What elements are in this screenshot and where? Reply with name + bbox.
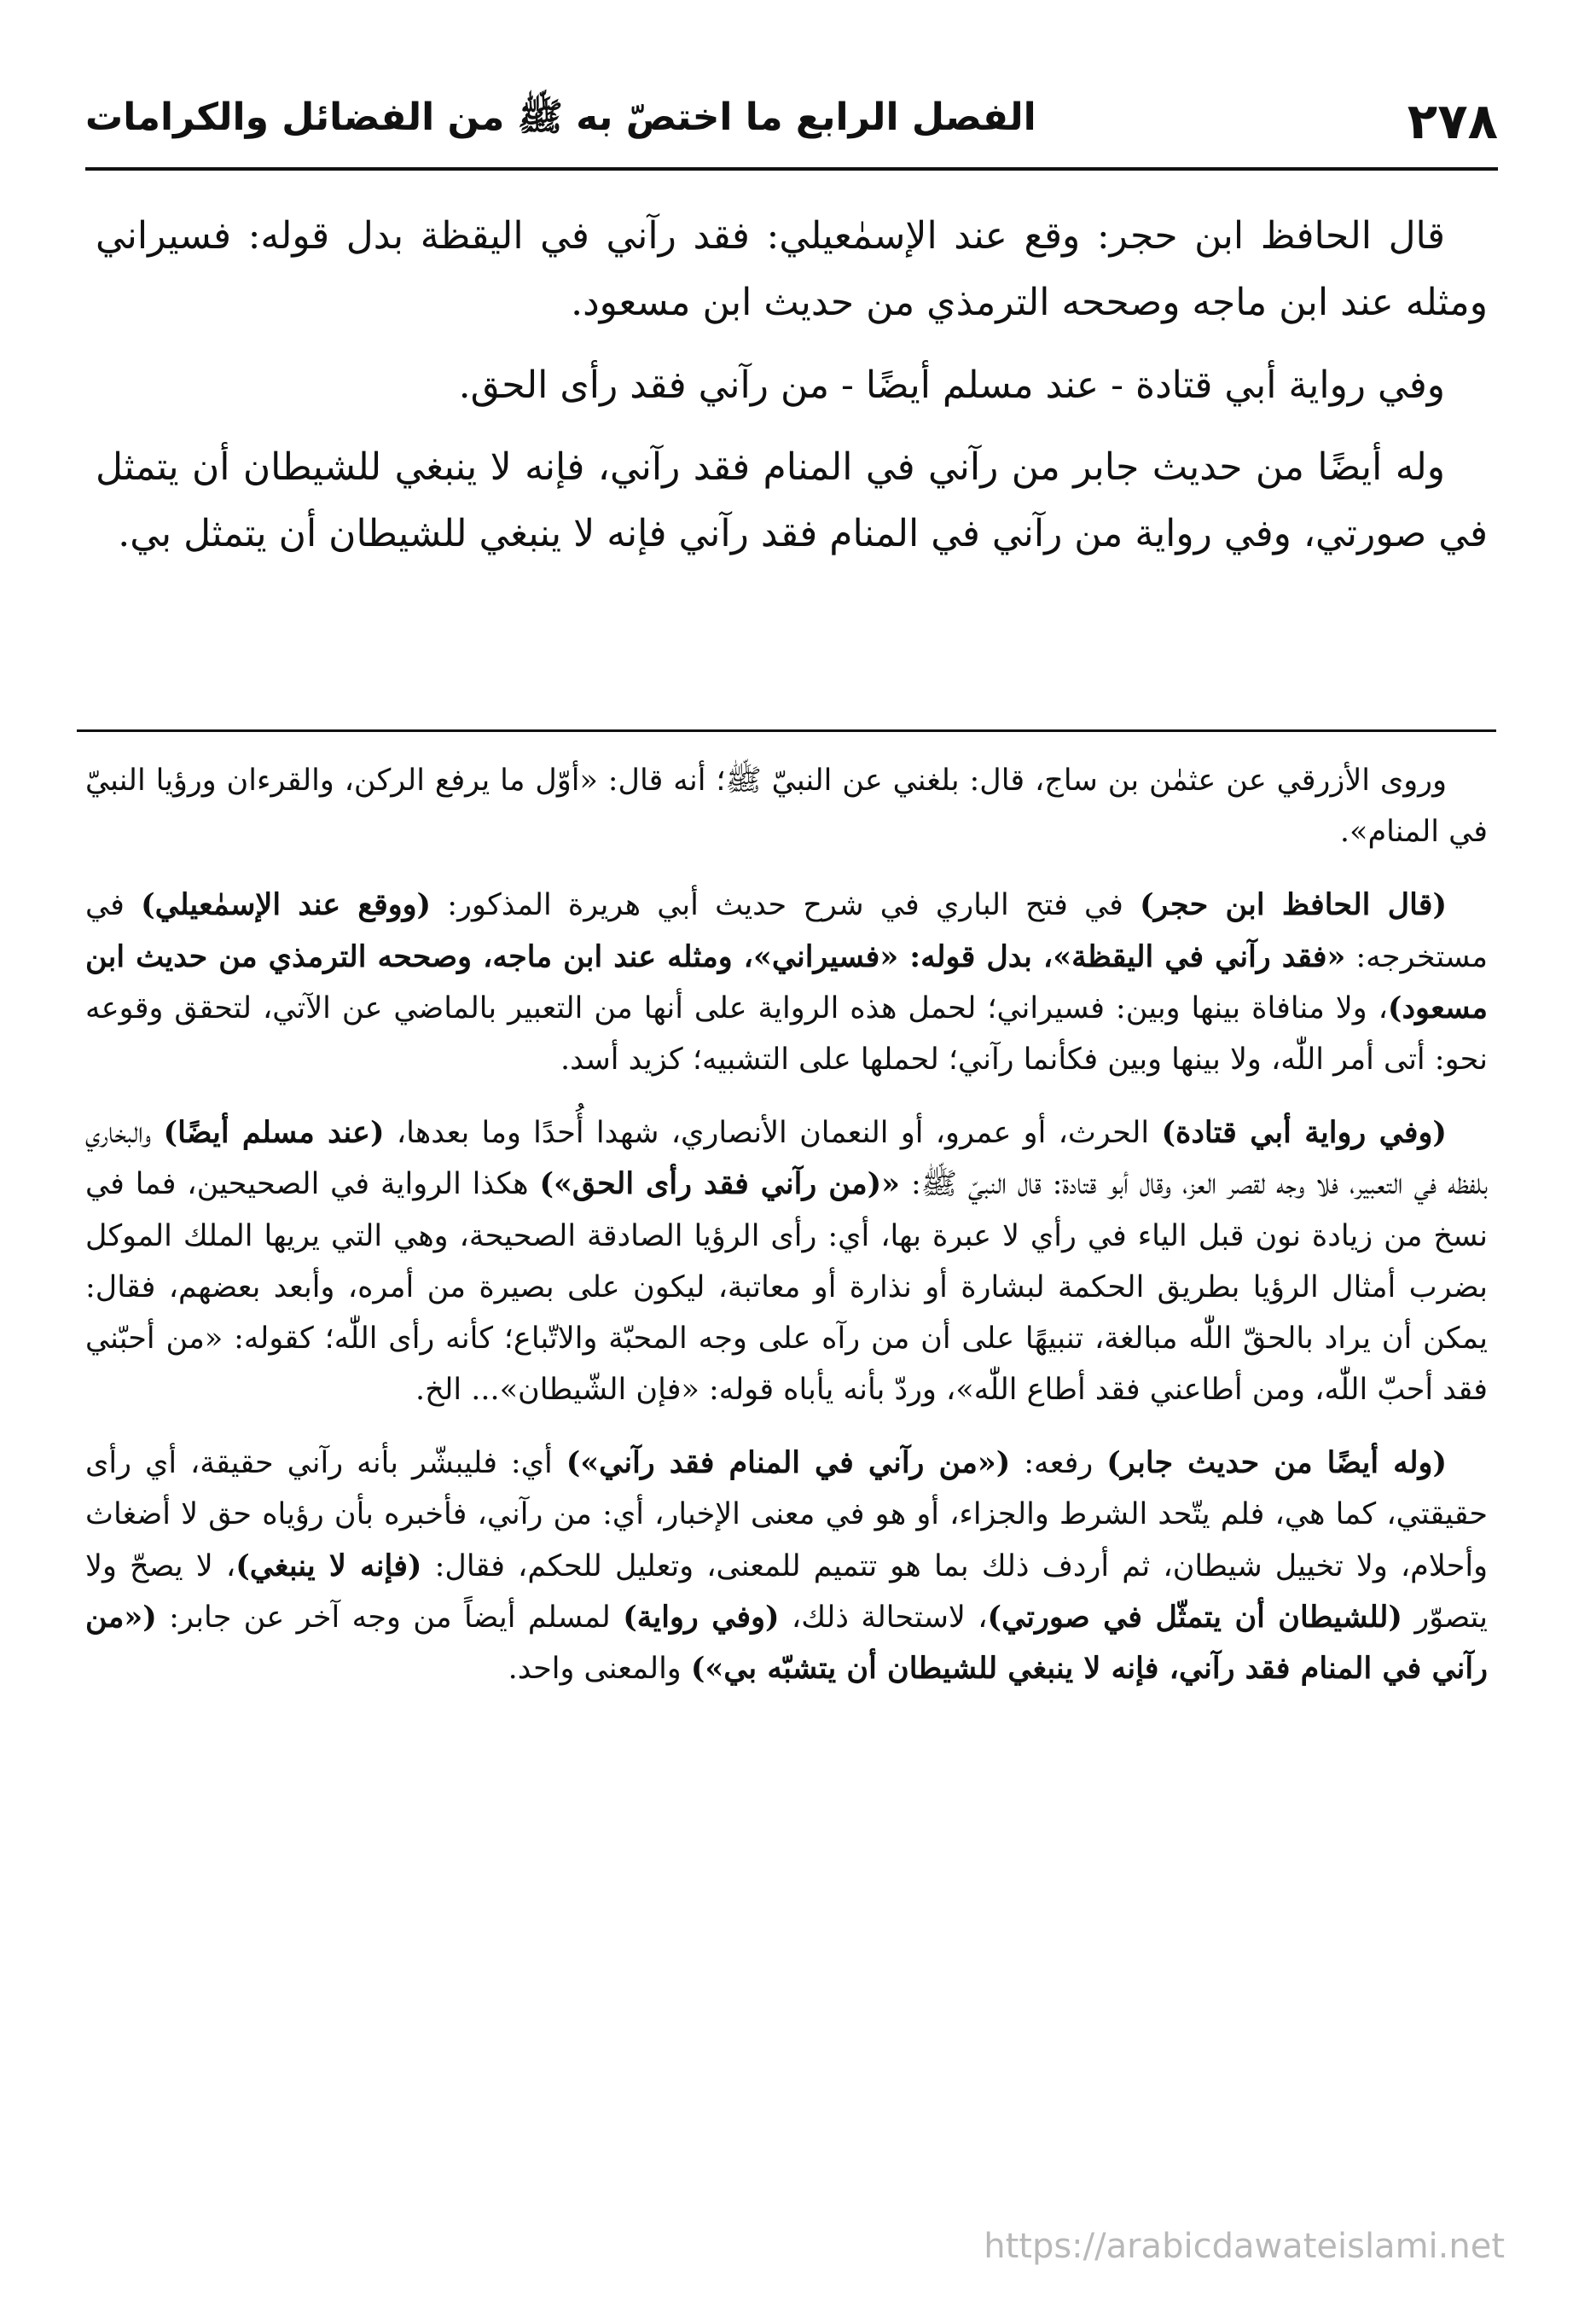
comment-text: في فتح الباري في شرح حديث أبي هريرة المذكور: (431, 888, 1141, 923)
main-paragraph: وله أيضًا من حديث جابر من رآني في المنام فقد رآني، فإنه لا ينبغي للشيطان أن يتمثل في صورتي، وفي رواية من رآني في المنام فقد رآني فإنه لا ينبغي للشيطان أن يتمثل بي. (96, 444, 1488, 556)
comment-text: الحرث، أو عمرو، أو النعمان الأنصاري، شهدا أُحدًا وما بعدها، (384, 1116, 1162, 1151)
quoted-text: «فقد رآني في اليقظة»، بدل قوله: «فسيراني»، ومثله عند ابن ماجه، وصححه الترمذي من حديث ابن مسعود) (85, 938, 1488, 1025)
commentary (85, 755, 1488, 1717)
comment-text: هكذا الرواية في الصحيحين، فما في نسخ من زيادة نون قبل الياء في رأي لا عبرة بها، أي: رأى الرؤيا الصادقة الصحيحة، وهي التي يريها الملك الموكل بضرب أمثال الرؤيا بطريق الحكمة لبشارة أو نذارة أو معاتبة، ليكون على بصيرة من أمره، وأبعد بعضهم، فقال: يمكن أن يراد بالحقّ اللّٰه مبالغة، تنبيهًا على أن من رآه على وجه المحبّة والاتّباع؛ كأنه رأى اللّٰه؛ كقوله: «من أحبّني فقد أحبّ اللّٰه، ومن أطاعني فقد أطاع اللّٰه»، وردّ بأنه يأباه قوله: «فإن الشّيطان»... الخ. (85, 1167, 1488, 1408)
quoted-text: (للشيطان أن يتمثّل في صورتي) (987, 1599, 1402, 1635)
comment-text: ، لا يصحّ ولا يتصوّر (85, 1548, 1488, 1635)
quoted-text: (فإنه لا ينبغي) (235, 1548, 422, 1583)
quoted-text: («من رآني في المنام فقد رآني، فإنه لا ينبغي للشيطان أن يتشبّه بي») (85, 1599, 1488, 1686)
quoted-text: «(من رآني فقد رأى الحق») (539, 1166, 901, 1202)
quoted-text: (قال الحافظ ابن حجر) (1140, 887, 1448, 923)
commentary-paragraph: وروى الأزرقي عن عثمٰن بن ساج، قال: بلغني عن النبيّ ﷺ؛ أنه قال: «أوّل ما يرفع الركن، والقرءان ورؤيا النبيّ في المنام». (85, 764, 1488, 850)
section-divider (77, 729, 1496, 732)
quoted-text: (وله أيضًا من حديث جابر) (1106, 1445, 1448, 1481)
comment-text: ، لاستحالة ذلك، (779, 1600, 988, 1635)
page-number: ٢٧٨ (1407, 92, 1498, 150)
comment-text: رفعه: (1010, 1446, 1107, 1481)
quoted-text: (وفي رواية) (623, 1599, 780, 1635)
comment-text: أي: فليبشّر بأنه رآني حقيقة، أي رأى حقيقتي، كما هي، فلم يتّحد الشرط والجزاء، أو هو في معنى الإخبار، أي: من رآني، فأخبره بأن رؤياه حق لا أضغاث وأحلام، ولا تخييل شيطان، ثم أردف ذلك بما هو تتميم للمعنى، وتعليل للحكم، فقال: (85, 1446, 1488, 1583)
main-paragraph: قال الحافظ ابن حجر: وقع عند الإسمٰعيلي: فقد رآني في اليقظة بدل قوله: فسيراني ومثله عند ابن ماجه وصححه الترمذي من حديث ابن مسعود. (96, 214, 1488, 325)
comment-text: والمعنى واحد. (508, 1652, 691, 1686)
header-divider (85, 167, 1498, 171)
page-header (85, 78, 1498, 164)
quoted-text: («من رآني في المنام فقد رآني») (566, 1445, 1011, 1481)
quoted-text: (عند مسلم أيضًا) (163, 1115, 385, 1151)
commentary-paragraph (85, 1438, 1488, 1694)
running-title: الفصل الرابع ما اختصّ به ﷺ من الفضائل والكرامات (85, 96, 1036, 139)
commentary-paragraph (85, 1107, 1488, 1415)
comment-text: والبخاري بلفظه في التعبير، فلا وجه لقصر العز، وقال أبو قتادة: قال النبيّ ﷺ: (85, 1116, 1489, 1202)
quoted-text: (ووقع عند الإسمٰعيلي) (141, 887, 432, 923)
comment-text: في مستخرجه: (85, 888, 1488, 974)
comment-text: ، ولا منافاة بينها وبين: فسيراني؛ لحمل هذه الرواية على أنها من التعبير بالماضي عن الآتي، لتحقق وقوعه نحو: أتى أمر اللّٰه، ولا بينها وبين فكأنما رآني؛ لحملها على التشبيه؛ كزيد أسد. (85, 991, 1488, 1077)
quoted-text: (وفي رواية أبي قتادة) (1161, 1115, 1447, 1151)
main-text (96, 203, 1488, 584)
watermark-url: https://arabicdawateislami.net (984, 2227, 1505, 2266)
main-paragraph: وفي رواية أبي قتادة - عند مسلم أيضًا - من رآني فقد رأى الحق. (458, 363, 1445, 407)
comment-text: لمسلم أيضاً من وجه آخر عن جابر: (156, 1600, 624, 1635)
commentary-paragraph (85, 880, 1488, 1085)
